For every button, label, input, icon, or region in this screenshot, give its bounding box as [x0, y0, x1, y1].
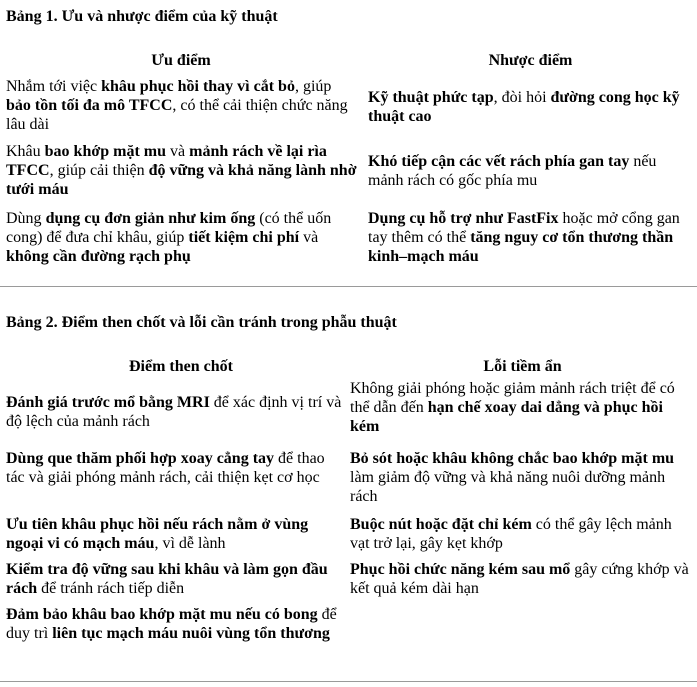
section-divider	[0, 286, 697, 287]
table2-row4-key-point: Kiểm tra độ vững sau khi khâu và làm gọn đầu rách để tránh rách tiếp diễn	[6, 561, 328, 597]
table1-row3-advantage: Dùng dụng cụ đơn giản như kim ống (có thể uốn cong) để đưa chỉ khâu, giúp tiết kiệm chi phí và không cần đường rạch phụ	[6, 210, 332, 265]
table1-row1-advantage: Nhắm tới việc khâu phục hồi thay vì cắt bỏ, giúp bảo tồn tối đa mô TFCC, có thể cải thiện chức năng lâu dài	[6, 78, 348, 133]
table2-row1-key-point: Đánh giá trước mổ bằng MRI để xác định vị trí và độ lệch của mảnh rách	[6, 394, 342, 430]
table2-header-key-points: Điểm then chốt	[129, 358, 233, 375]
table2-row5-key-point: Đảm bảo khâu bao khớp mặt mu nếu có bong để duy trì liên tục mạch máu nuôi vùng tổn thương	[6, 606, 337, 642]
table1-header-advantages: Ưu điểm	[151, 52, 211, 69]
table1-row2-advantage: Khâu bao khớp mặt mu và mảnh rách về lại rìa TFCC, giúp cải thiện độ vững và khả năng lành nhờ tưới máu	[6, 143, 357, 198]
bottom-divider	[0, 681, 697, 682]
table2-row3-key-point: Ưu tiên khâu phục hồi nếu rách nằm ở vùng ngoại vi có mạch máu, vì dễ lành	[6, 516, 309, 552]
table2-row1-pitfall: Không giải phóng hoặc giảm mảnh rách triệt để có thể dẫn đến hạn chế xoay dai dẳng và phục hồi kém	[350, 380, 675, 435]
table2-caption: Bảng 2. Điểm then chốt và lỗi cần tránh trong phẫu thuật	[6, 314, 397, 331]
table2-header-pitfalls: Lỗi tiềm ẩn	[483, 358, 562, 375]
table1-row3-disadvantage: Dụng cụ hỗ trợ như FastFix hoặc mở cổng gan tay thêm có thể tăng nguy cơ tổn thương thần kinh–mạch máu	[368, 210, 680, 265]
table2-row4-pitfall: Phục hồi chức năng kém sau mổ gây cứng khớp và kết quả kém dài hạn	[350, 561, 689, 597]
table2-row2-pitfall: Bỏ sót hoặc khâu không chắc bao khớp mặt mu làm giảm độ vững và khả năng nuôi dưỡng mảnh rách	[350, 450, 675, 505]
table2-row2-key-point: Dùng que thăm phối hợp xoay cẳng tay để thao tác và giải phóng mảnh rách, cải thiện kẹt cơ học	[6, 450, 325, 486]
table1-header-disadvantages: Nhược điểm	[488, 52, 573, 69]
table1-caption: Bảng 1. Ưu và nhược điểm của kỹ thuật	[6, 8, 278, 25]
table1-row1-disadvantage: Kỹ thuật phức tạp, đòi hỏi đường cong học kỹ thuật cao	[368, 89, 680, 125]
table1-row2-disadvantage: Khó tiếp cận các vết rách phía gan tay nếu mảnh rách có gốc phía mu	[368, 153, 657, 189]
table2-row3-pitfall: Buộc nút hoặc đặt chỉ kém có thể gây lệch mảnh vạt trở lại, gây kẹt khớp	[350, 516, 672, 552]
